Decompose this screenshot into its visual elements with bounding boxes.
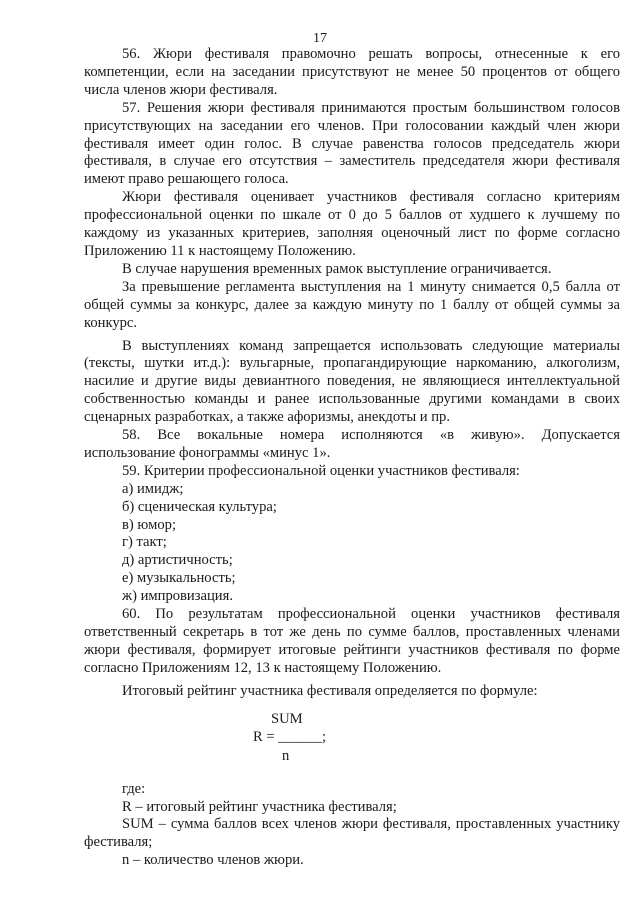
where-label: где: bbox=[122, 780, 146, 797]
paragraph-60: 60. По результатам профессиональной оценки участников фестиваля ответственный секретарь в тот же день по сумме баллов, проставленных членами жюри фестиваля, формирует итоговые рейтинги участников фестиваля по форме согласно Приложениям 12, 13 к настоящему Положению. bbox=[84, 606, 620, 676]
formula-denominator: n bbox=[282, 747, 290, 764]
paragraph-penalty: За превышение регламента выступления на 1 минуту снимается 0,5 балла от общей суммы за конкурс, далее за каждую минуту по 1 баллу от общей суммы за конкурс. bbox=[84, 278, 620, 331]
definition-n: n – количество членов жюри. bbox=[122, 852, 304, 869]
criteria-item: д) артистичность; bbox=[122, 552, 233, 569]
paragraph-time-limit: В случае нарушения временных рамок выступление ограничивается. bbox=[122, 260, 552, 277]
criteria-item: б) сценическая культура; bbox=[122, 498, 277, 515]
paragraph-59: 59. Критерии профессиональной оценки участников фестиваля: bbox=[122, 462, 520, 479]
criteria-item: а) имидж; bbox=[122, 480, 184, 497]
page-number: 17 bbox=[313, 31, 327, 46]
paragraph-prohibited-materials: В выступлениях команд запрещается использовать следующие материалы (тексты, шутки ит.д.): вульгарные, пропагандирующие наркоманию, алкоголизм, насилие и другие виды девиантного поведения, не являющиеся интеллектуальной собственностью команды и ранее использованные другими командами в своих сценарных разработках, а также афоризмы, анекдоты и пр. bbox=[84, 337, 620, 426]
criteria-item: в) юмор; bbox=[122, 516, 176, 533]
criteria-item: е) музыкальность; bbox=[122, 570, 236, 587]
paragraph-57: 57. Решения жюри фестиваля принимаются простым большинством голосов присутствующих на заседании его членов. При голосовании каждый член жюри фестиваля имеет один голос. В случае равенства голосов председатель жюри фестиваля, в случае его отсутствия – заместитель председателя жюри фестиваля имеют право решающего голоса. bbox=[84, 99, 620, 188]
criteria-item: ж) импровизация. bbox=[122, 588, 233, 605]
rating-formula bbox=[84, 711, 620, 773]
paragraph-58: 58. Все вокальные номера исполняются «в живую». Допускается использование фонограммы «минус 1». bbox=[84, 427, 620, 461]
formula-intro: Итоговый рейтинг участника фестиваля определяется по формуле: bbox=[122, 682, 538, 699]
formula-numerator: SUM bbox=[271, 710, 303, 727]
formula-lhs: R = ______; bbox=[253, 728, 327, 745]
definition-sum: SUM – сумма баллов всех членов жюри фестиваля, проставленных участнику фестиваля; bbox=[84, 816, 620, 851]
paragraph-56: 56. Жюри фестиваля правомочно решать вопросы, отнесенные к его компетенции, если на заседании присутствуют не менее 50 процентов от общего числа членов жюри фестиваля. bbox=[84, 46, 620, 98]
paragraph-scoring: Жюри фестиваля оценивает участников фестиваля согласно критериям профессиональной оценки по шкале от 0 до 5 баллов от худшего к лучшему по каждому из указанных критериев, заполняя оценочный лист по форме согласно Приложению 11 к настоящему Положению. bbox=[84, 189, 620, 259]
definition-r: R – итоговый рейтинг участника фестиваля; bbox=[122, 798, 397, 815]
criteria-item: г) такт; bbox=[122, 534, 167, 551]
document-body bbox=[84, 46, 620, 870]
